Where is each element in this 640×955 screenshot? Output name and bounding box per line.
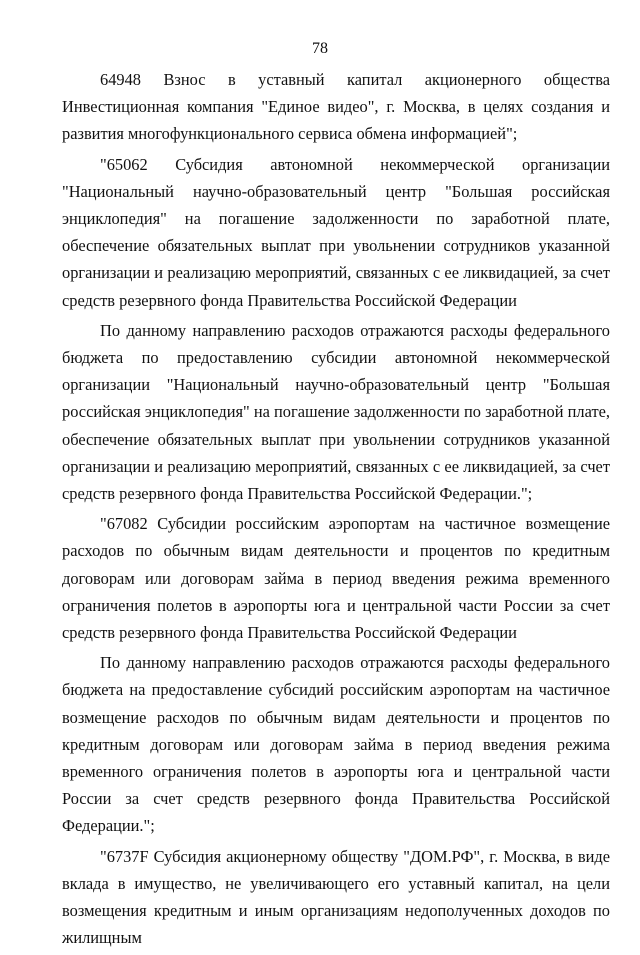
paragraph-65062: "65062 Субсидия автономной некоммерческой организации "Национальный научно-образовательный центр "Большая российская энциклопедия" на погашение задолженности по заработной плате, обеспечение обязательных выплат при увольнении сотрудников указанной организации и реализацию мероприятий, связанных с ее ликвидацией, за счет средств резервного фонда Правительства Российской Федерации [62, 154, 610, 310]
paragraph-6737f: "6737F Субсидия акционерному обществу "ДОМ.РФ", г. Москва, в виде вклада в имущество, не увеличивающего его уставный капитал, на цели возмещения кредитным и иным организациям недополученных доходов по жилищным [62, 846, 610, 948]
document-body [62, 66, 610, 955]
page-number: 78 [312, 40, 328, 57]
paragraph-67082-description: По данному направлению расходов отражаются расходы федерального бюджета на предоставление субсидий российским аэропортам на частичное возмещение расходов по обычным видам деятельности и процентов по кредитным договорам или договорам займа в период введения режима временного ограничения полетов в аэропорты юга и центральной части России за счет средств резервного фонда Правительства Российской Федерации."; [62, 653, 610, 836]
paragraph-67082: "67082 Субсидии российским аэропортам на частичное возмещение расходов по обычным видам деятельности и процентов по кредитным договорам или договорам займа в период введения режима временного ограничения полетов в аэропорты юга и центральной части России за счет средств резервного фонда Правительства Российской Федерации [62, 514, 610, 643]
paragraph-65062-description: По данному направлению расходов отражаются расходы федерального бюджета по предоставлению субсидии автономной некоммерческой организации "Национальный научно-образовательный центр "Большая российская энциклопедия" на погашение задолженности по заработной плате, обеспечение обязательных выплат при увольнении сотрудников указанной организации и реализацию мероприятий, связанных с ее ликвидацией, за счет средств резервного фонда Правительства Российской Федерации."; [62, 320, 610, 504]
paragraph-64948: 64948 Взнос в уставный капитал акционерного общества Инвестиционная компания "Единое видео", г. Москва, в целях создания и развития многофункционального сервиса обмена информацией"; [62, 70, 610, 144]
